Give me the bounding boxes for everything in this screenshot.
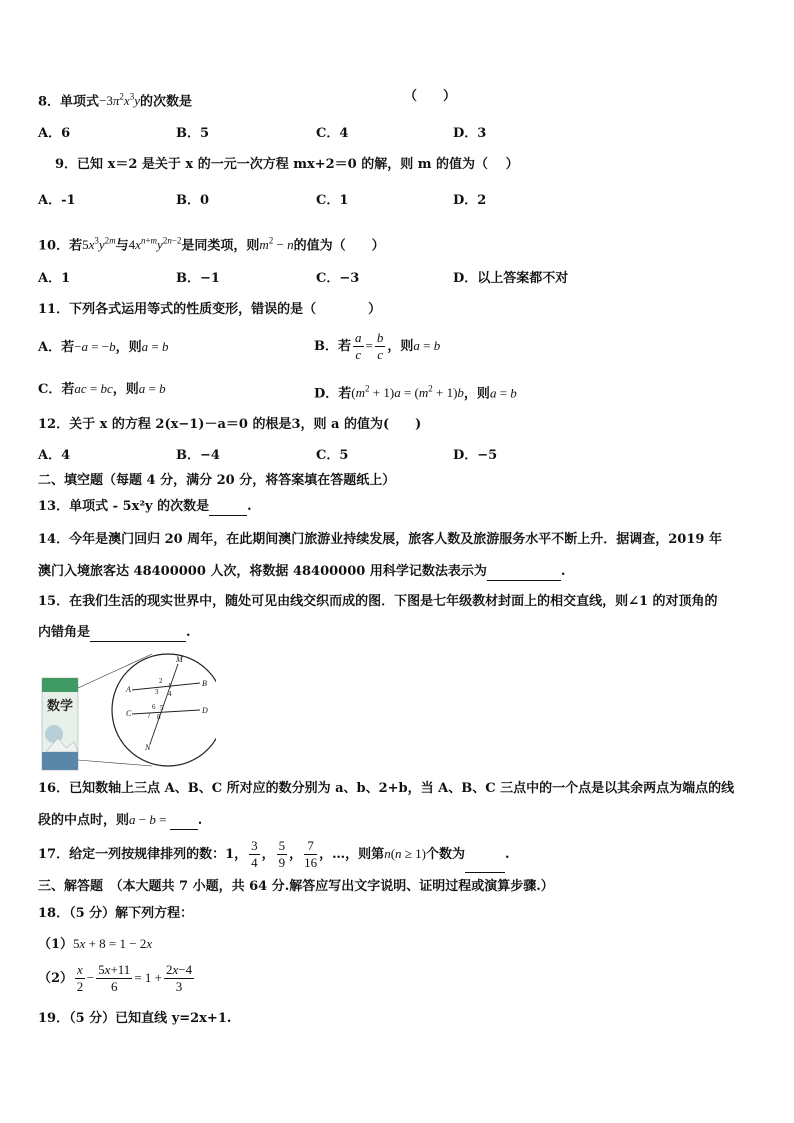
q14-line-1: 14．今年是澳门回归 20 周年，在此期间澳门旅游业持续发展，旅客人数及旅游服务水平不断上升．据调查，2019 年 (38, 532, 722, 547)
q15-line-1: 15．在我们生活的现实世界中，随处可见由线交织而成的图．下图是七年级教材封面上的相交直线，则∠1 的对顶角的 (38, 594, 718, 609)
q8-option-c: C．4 (316, 126, 349, 141)
q9-option-c: C．1 (316, 193, 349, 208)
q16-line-1: 16．已知数轴上三点 A、B、C 所对应的数分别为 a、b、2+b，当 A、B、C 三点中的一个点是以其余两点为端点的线 (38, 781, 735, 796)
q8-option-b: B．5 (176, 126, 210, 141)
q13-answer-blank[interactable] (209, 501, 247, 516)
section-2-heading: 二、填空题（每题 4 分，满分 20 分，将答案填在答题纸上） (38, 473, 396, 488)
angle-7: 7 (147, 712, 151, 720)
q10-option-c: C．−3 (316, 271, 360, 286)
q11-option-d: D．若$(m^2 + 1)a = (m^2 + 1)b$，则a = b (314, 384, 517, 402)
q11-option-c: C．若ac = bc，则a = b (38, 381, 166, 397)
q12-option-b: B．−4 (176, 448, 220, 463)
q14-answer-blank[interactable] (487, 566, 561, 581)
q10-term2: $4x^{n+m}y^{2n-2}$ (128, 236, 182, 253)
q12-option-c: C．5 (316, 448, 349, 463)
q8-stem: 8．单项式$-3\pi^2x^3y$的次数是 (38, 92, 192, 110)
q10-term1: $5x^3y^{2m}$ (82, 236, 116, 253)
q12-stem: 12．关于 x 的方程 2(x−1)－a＝0 的根是3，则 a 的值为( ) (38, 417, 422, 432)
angle-1: 1 (168, 682, 172, 690)
angle-3: 3 (155, 688, 159, 696)
q15-answer-blank[interactable] (90, 627, 186, 642)
q10-option-b: B．−1 (176, 271, 220, 286)
q8-option-d: D．3 (453, 126, 487, 141)
q12-option-d: D．−5 (453, 448, 498, 463)
section-3-heading: 三、解答题 （本大题共 7 小题，共 64 分.解答应写出文字说明、证明过程或演算步骤.） (38, 879, 554, 894)
q9-option-b: B．0 (176, 193, 210, 208)
label-m: M (176, 655, 183, 664)
textbook-title: 数学 (46, 698, 74, 713)
q19-stem: 19．（5 分）已知直线 y=2x+1. (38, 1011, 232, 1026)
intersecting-lines-figure (40, 648, 216, 772)
angle-4: 4 (168, 690, 172, 698)
q8-paren: （ ） (404, 89, 457, 104)
label-d: D (202, 706, 208, 715)
q9-stem: 9．已知 x＝2 是关于 x 的一元一次方程 mx+2＝0 的解，则 m 的值为（ ） (55, 157, 519, 172)
q10-expression: $m^2 - n$ (259, 236, 294, 253)
q10-option-d: D．以上答案都不对 (453, 271, 569, 286)
q11-option-b: B．若 $\frac{a}{c}$ = $\frac{b}{c}$ ，则a = b (314, 330, 441, 362)
q9-option-a: A．-1 (38, 193, 76, 208)
q17-answer-blank[interactable] (465, 858, 505, 873)
q8-monomial: $-3\pi^2x^3y$ (99, 92, 140, 109)
label-n: N (145, 743, 151, 752)
q9-option-d: D．2 (453, 193, 487, 208)
q11-option-a: A．若−a = −b，则a = b (38, 339, 169, 355)
label-b: B (202, 679, 207, 688)
q17-stem: 17．给定一列按规律排列的数：1， $\frac{3}{4}$ ， $\frac{5}{9}$ ， $\frac{7}{16}$ ，…，则第n(n ≥ 1)个数为 . (38, 836, 510, 873)
angle-8: 8 (157, 713, 161, 721)
angle-2: 2 (159, 677, 163, 685)
label-a: A (126, 685, 131, 694)
q18-part-2: （2） $\frac{x}{2}$ − $\frac{5x+11}{6}$ = 1 + $\frac{2x-4}{3}$ (38, 962, 193, 994)
q11-stem: 11．下列各式运用等式的性质变形，错误的是（ ） (38, 302, 382, 317)
angle-6: 6 (152, 703, 156, 711)
q10-stem: 10．若$5x^3y^{2m}$与$4x^{n+m}y^{2n-2}$是同类项，则$m^2 - n$的值为（ ） (38, 236, 385, 254)
label-c: C (126, 709, 132, 718)
q12-option-a: A．4 (38, 448, 71, 463)
angle-5: 5 (160, 704, 164, 712)
q18-part-1: （1）5x + 8 = 1 − 2x (38, 936, 153, 952)
q16-line-2: 段的中点时，则a − b = . (38, 812, 203, 828)
q10-option-a: A．1 (38, 271, 71, 286)
q13-stem: 13．单项式 - 5x²y 的次数是 . (38, 499, 252, 514)
q8-number: 8． (38, 94, 61, 110)
q18-title: 18．（5 分）解下列方程： (38, 906, 194, 921)
q8-option-a: A．6 (38, 126, 71, 141)
q14-line-2: 澳门入境旅客达 48400000 人次，将数据 48400000 用科学记数法表示为 . (38, 564, 566, 579)
q16-answer-blank[interactable] (170, 815, 198, 830)
q15-line-2: 内错角是 . (38, 625, 191, 640)
